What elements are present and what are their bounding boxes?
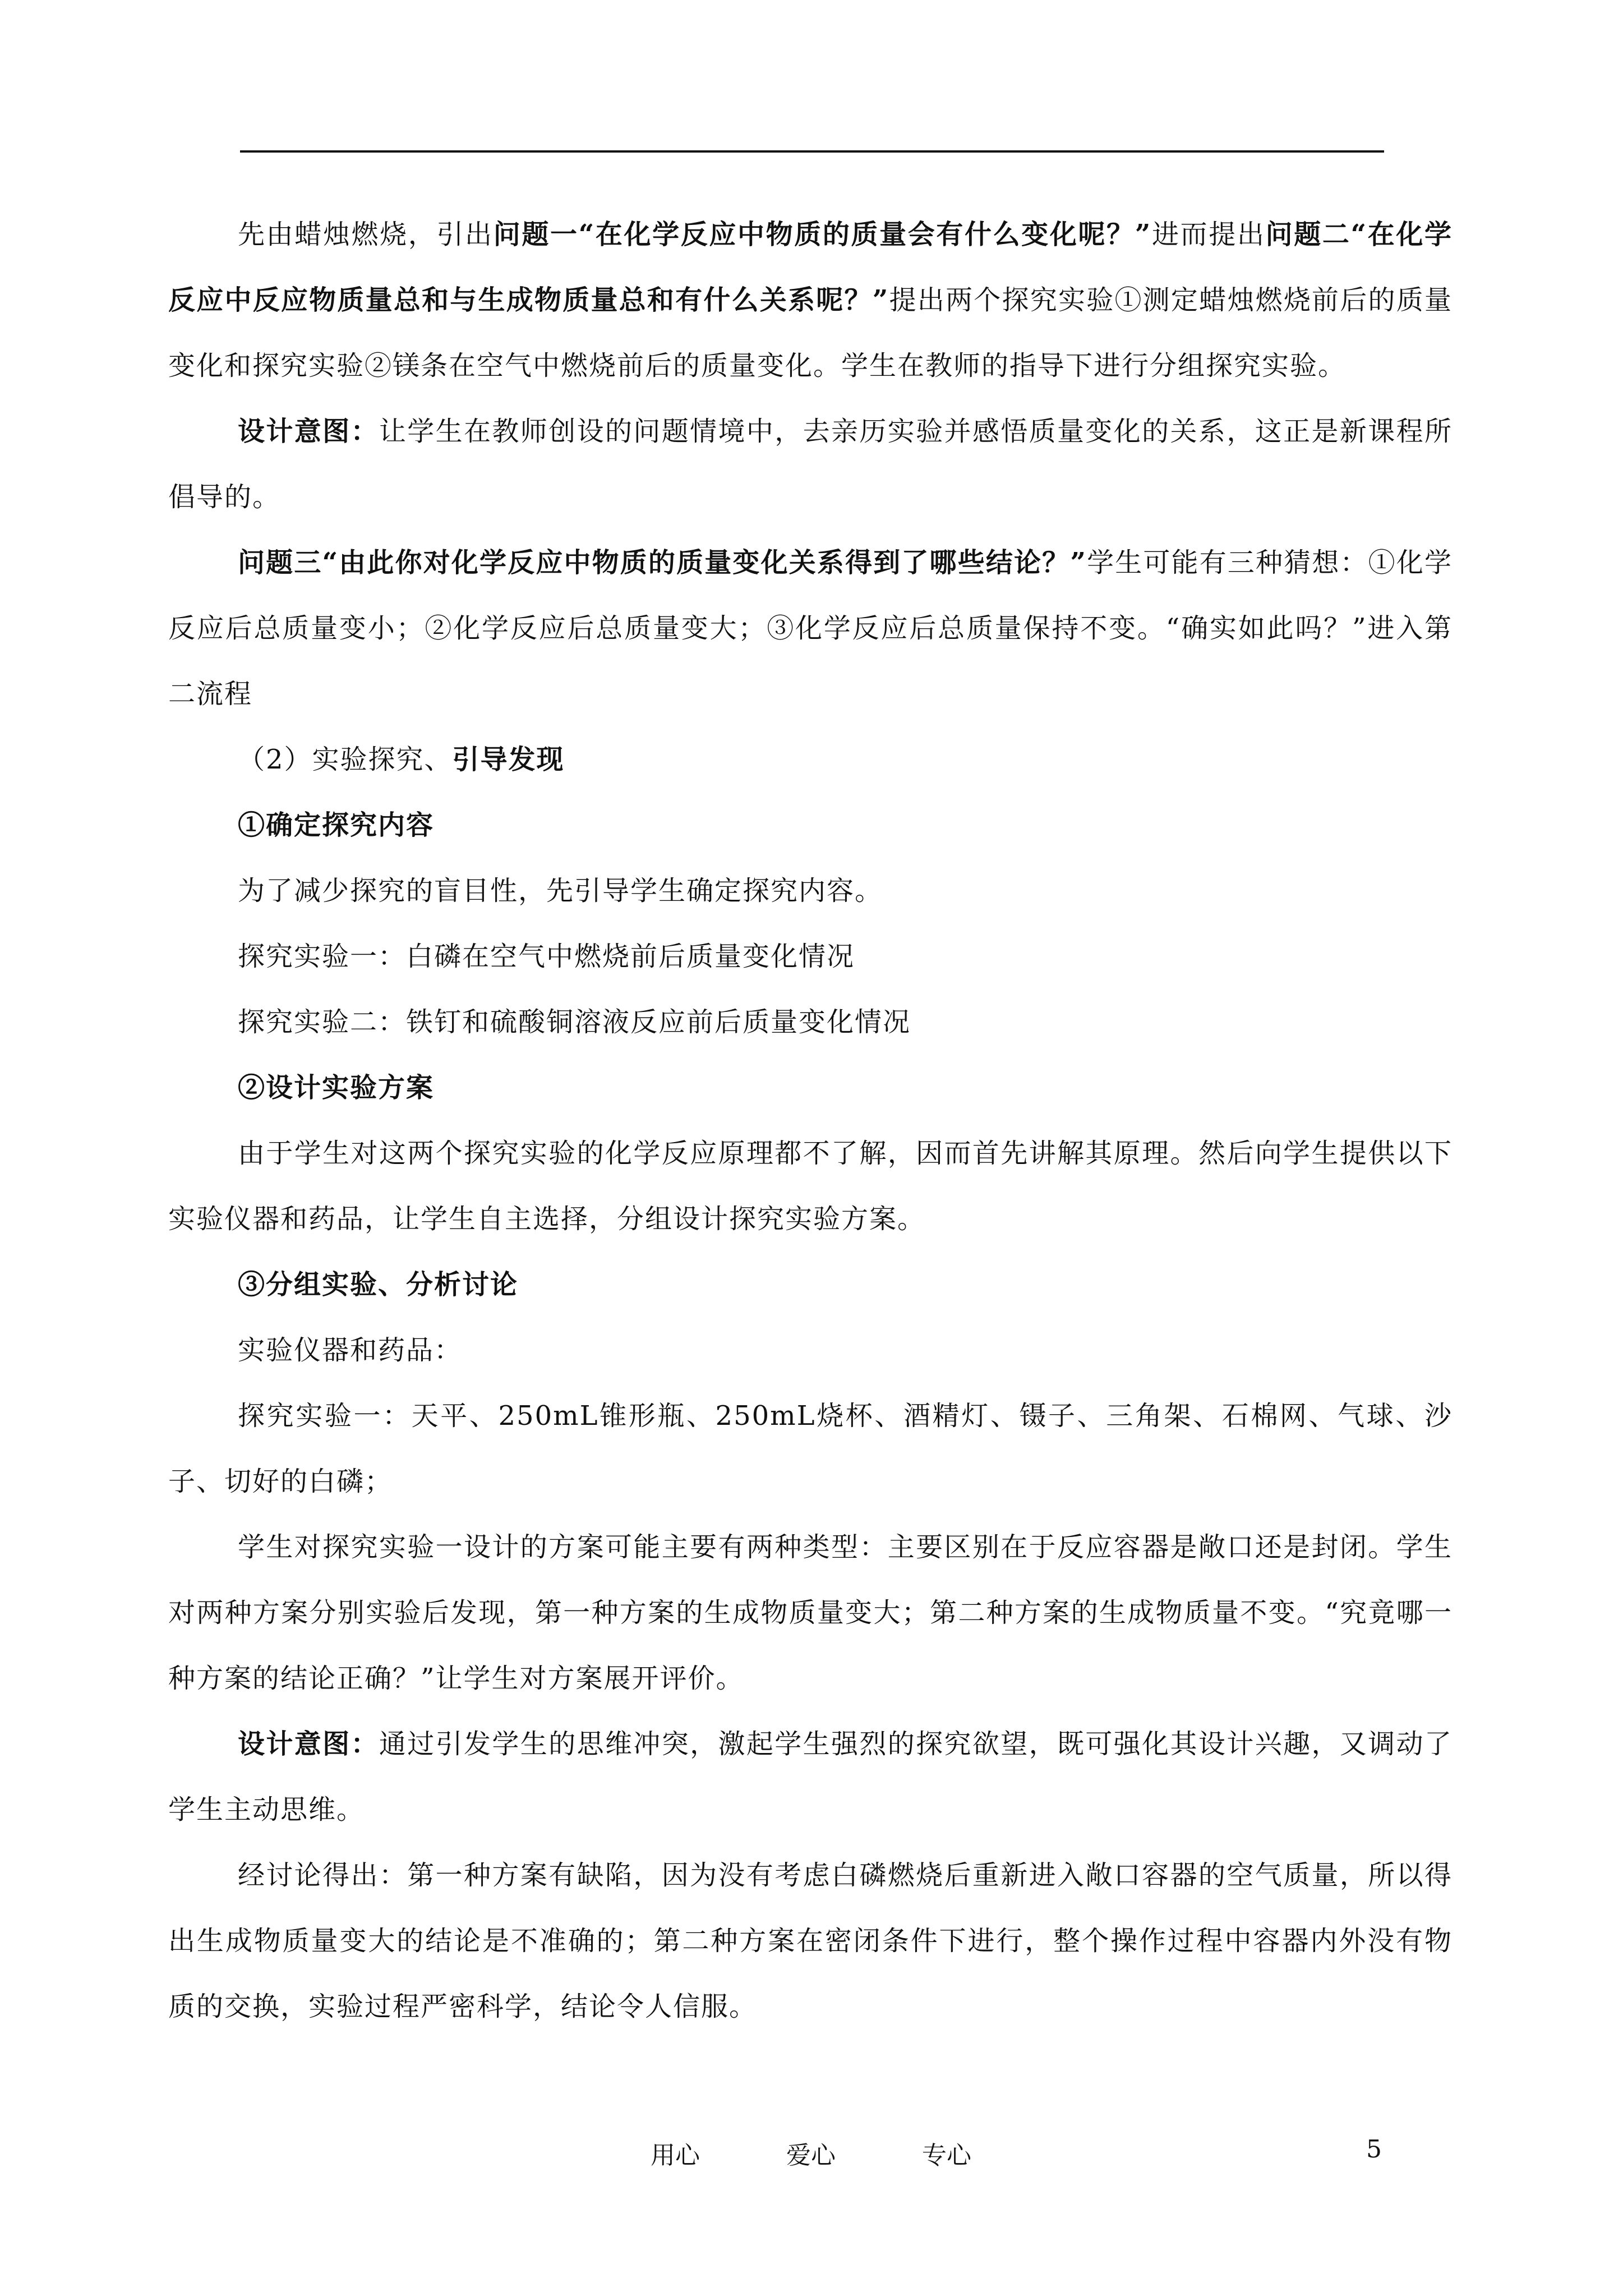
footer-motto-2: 爱心 [786, 2141, 836, 2170]
text-run: 由于学生对这两个探究实验的化学反应原理都不了解，因而首先讲解其原理。然后向学生提供以下实验仪器和药品，让学生自主选择，分组设计探究实验方案。 [168, 1138, 1453, 1235]
paragraph [168, 858, 1453, 924]
text-run: 学生可能有三种猜想：①化学反应后总质量变小；②化学反应后总质量变大；③化学反应后总质量保持不变。“确实如此吗？”进入第二流程 [168, 547, 1453, 710]
bold-text-run: ②设计实验方案 [238, 1072, 435, 1103]
document-body [168, 202, 1453, 2040]
paragraph [168, 530, 1453, 727]
bold-text-run: 问题三“由此你对化学反应中物质的质量变化关系得到了哪些结论？” [238, 547, 1087, 578]
paragraph [168, 399, 1453, 530]
paragraph [168, 1252, 1453, 1318]
bold-text-run: ③分组实验、分析讨论 [238, 1269, 519, 1300]
paragraph [168, 793, 1453, 858]
text-run: （2）实验探究、 [238, 744, 453, 775]
paragraph [168, 924, 1453, 990]
text-run: 经讨论得出：第一种方案有缺陷，因为没有考虑白磷燃烧后重新进入敞口容器的空气质量，所以得出生成物质量变大的结论是不准确的；第二种方案在密闭条件下进行，整个操作过程中容器内外没有物质的交换，实验过程严密科学，结论令人信服。 [168, 1860, 1453, 2022]
text-run: 通过引发学生的思维冲突，激起学生强烈的探究欲望，既可强化其设计兴趣，又调动了学生主动思维。 [168, 1728, 1453, 1825]
text-run: 探究实验一：白磷在空气中燃烧前后质量变化情况 [238, 941, 855, 972]
paragraph [168, 1843, 1453, 2040]
text-run: 探究实验二：铁钉和硫酸铜溶液反应前后质量变化情况 [238, 1006, 911, 1038]
footer-motto-3: 专心 [922, 2141, 971, 2170]
paragraph [168, 990, 1453, 1055]
header-rule [240, 150, 1384, 153]
text-run: 实验仪器和药品： [238, 1335, 463, 1366]
text-run: 让学生在教师创设的问题情境中，去亲历实验并感悟质量变化的关系，这正是新课程所倡导的。 [168, 416, 1453, 513]
text-run: 提出两个探究实验①测定蜡烛燃烧前后的质量变化和探究实验②镁条在空气中燃烧前后的质量变化。学生在教师的指导下进行分组探究实验。 [168, 284, 1453, 381]
paragraph [168, 1711, 1453, 1843]
text-run: 先由蜡烛燃烧，引出 [238, 219, 494, 250]
page-number: 5 [1366, 2135, 1382, 2164]
paragraph [168, 727, 1453, 793]
paragraph [168, 1055, 1453, 1121]
paragraph [168, 202, 1453, 399]
paragraph [168, 1121, 1453, 1252]
bold-text-run: 问题二“在化学反应中反应物质量总和与生成物质量总和有什么关系呢？” [168, 219, 1453, 316]
bold-text-run: 引导发现 [452, 744, 565, 775]
bold-text-run: 问题一“在化学反应中物质的质量会有什么变化呢？” [493, 219, 1152, 250]
paragraph [168, 1515, 1453, 1711]
bold-text-run: ①确定探究内容 [238, 809, 435, 841]
page-footer [0, 2135, 1623, 2169]
text-run: 进而提出 [1151, 219, 1266, 250]
footer-motto [651, 2135, 1050, 2171]
text-run: 学生对探究实验一设计的方案可能主要有两种类型：主要区别在于反应容器是敞口还是封闭。学生对两种方案分别实验后发现，第一种方案的生成物质量变大；第二种方案的生成物质量不变。“究竟哪一种方案的结论正确？”让学生对方案展开评价。 [168, 1531, 1453, 1694]
paragraph [168, 1383, 1453, 1515]
bold-text-run: 设计意图： [238, 1728, 379, 1760]
paragraph [168, 1318, 1453, 1383]
bold-text-run: 设计意图： [238, 416, 379, 447]
text-run: 为了减少探究的盲目性，先引导学生确定探究内容。 [238, 875, 883, 907]
footer-motto-1: 用心 [651, 2141, 700, 2170]
text-run: 探究实验一：天平、250mL锥形瓶、250mL烧杯、酒精灯、镊子、三角架、石棉网、气球、沙子、切好的白磷； [168, 1400, 1453, 1497]
